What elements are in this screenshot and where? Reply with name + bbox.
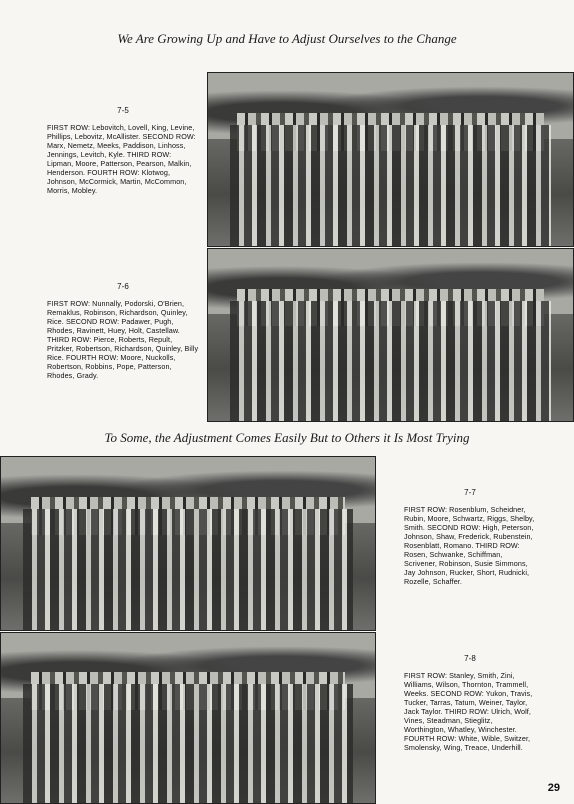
photo-students [230, 301, 551, 421]
grade-label: 7-7 [464, 488, 476, 497]
photo-students [23, 684, 352, 803]
class-photo-7-6 [207, 248, 574, 422]
grade-label: 7-8 [464, 654, 476, 663]
top-headline: We Are Growing Up and Have to Adjust Ourselves to the Change [117, 31, 457, 46]
class-photo-7-5 [207, 72, 574, 247]
caption-7-6 [47, 282, 199, 380]
name-list: FIRST ROW: Rosenblum, Scheidner, Rubin, Moore, Schwartz, Riggs, Shelby, Smith. SECOND ROW: High, Peterson, Johnson, Shaw, Frederick, Rubenstein, Rosenblatt, Romano. THIRD ROW: Rosen, Schwanke, Schiffman, Scrivener, Robinson, Susie Simmons, Jay Johnson, Rucker, Short, Rudnicki, Rozelle, Schaffer. [404, 505, 535, 586]
name-list: FIRST ROW: Lebovitch, Lovell, King, Levine, Phillips, Lebovitz, McAllister. SECOND ROW: Marx, Nemetz, Meeks, Paddison, Linhoss, Jennings, Levitch, Kyle. THIRD ROW: Lipman, Moore, Patterson, Pearson, Malkin, Henderson. FOURTH ROW: Klotwog, Johnson, McCormick, Martin, McCommon, Morris, Mobley. [47, 123, 196, 195]
caption-7-7 [404, 488, 536, 586]
name-list: FIRST ROW: Nunnally, Podorski, O'Brien, Remaklus, Robinson, Richardson, Quinley, Rice. SECOND ROW: Padawer, Pugh, Rhodes, Ravinett, Huey, Holt, Castellaw. THIRD ROW: Pierce, Roberts, Repult, Pritzker, Robertson, Richardson, Quinley, Billy Rice. FOURTH ROW: Moore, Nuckolls, Robertson, Robbins, Pope, Patterson, Rhodes, Grady. [47, 299, 199, 380]
grade-label: 7-5 [117, 106, 129, 115]
photo-students [230, 125, 551, 246]
class-photo-7-8 [0, 632, 376, 804]
middle-headline: To Some, the Adjustment Comes Easily But to Others it Is Most Trying [104, 430, 470, 445]
class-photo-7-7 [0, 456, 376, 631]
page-number: 29 [547, 782, 560, 794]
grade-label: 7-6 [117, 282, 129, 291]
name-list: FIRST ROW: Stanley, Smith, Zini, Williams, Wilson, Thornton, Trammell, Weeks. SECOND ROW: Yukon, Travis, Tucker, Tarras, Tatum, Weiner, Taylor, Jack Taylor. THIRD ROW: Ulrich, Wolf, Vines, Steadman, Stieglitz, Worthington, Whatley, Winchester. FOURTH ROW: White, Wible, Switzer, Smolensky, Wing, Treace, Underhill. [404, 671, 533, 752]
caption-7-8 [404, 654, 536, 752]
photo-students [23, 509, 352, 630]
caption-7-5 [47, 106, 199, 195]
